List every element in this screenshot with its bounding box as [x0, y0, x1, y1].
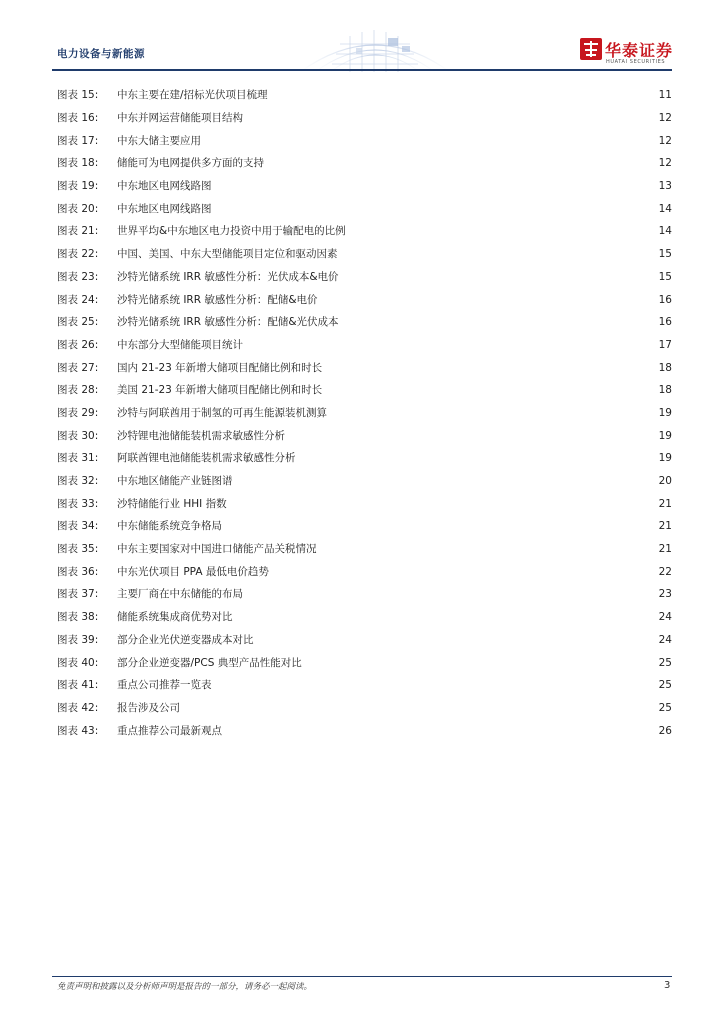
toc-entry-title: 国内 21-23 年新增大储项目配储比例和时长 [117, 361, 323, 374]
toc-dot-leader [298, 461, 657, 462]
toc-entry-title: 中东储能系统竞争格局 [117, 520, 222, 533]
toc-entry-label: 图表 42: [57, 701, 99, 714]
toc-entry-title: 中东部分大型储能项目统计 [117, 338, 243, 351]
toc-dot-leader [340, 257, 657, 258]
company-logo [580, 36, 680, 68]
toc-entry-title: 重点公司推荐一览表 [117, 679, 212, 692]
toc-entry-page: 21 [658, 520, 672, 533]
toc-dot-leader [341, 325, 657, 326]
toc-entry-label: 图表 31: [57, 452, 99, 465]
toc-entry-title: 中东地区储能产业链图谱 [117, 475, 233, 488]
toc-entry[interactable] [57, 629, 672, 652]
toc-entry-page: 25 [658, 656, 672, 669]
toc-entry[interactable] [57, 220, 672, 243]
toc-entry-title: 阿联酋锂电池储能装机需求敏感性分析 [117, 452, 296, 465]
toc-entry-label: 图表 21: [57, 225, 99, 238]
toc-entry-page: 25 [658, 679, 672, 692]
toc-entry-page: 17 [658, 338, 672, 351]
footer-disclaimer: 免责声明和披露以及分析师声明是报告的一部分，请务必一起阅读。 [57, 982, 313, 992]
toc-entry-title: 沙特光储系统 IRR 敏感性分析：配储&电价 [117, 293, 318, 306]
toc-dot-leader [341, 279, 657, 280]
toc-entry-label: 图表 37: [57, 588, 99, 601]
page-number: 3 [664, 980, 671, 991]
toc-dot-leader [324, 370, 656, 371]
toc-entry-page: 18 [658, 361, 672, 374]
toc-entry[interactable] [57, 447, 672, 470]
toc-dot-leader [224, 733, 657, 734]
toc-entry[interactable] [57, 560, 672, 583]
toc-entry-page: 15 [658, 270, 672, 283]
toc-entry-page: 21 [658, 497, 672, 510]
toc-entry-page: 14 [658, 202, 672, 215]
toc-entry[interactable] [57, 197, 672, 220]
toc-entry-label: 图表 25: [57, 316, 99, 329]
toc-entry-label: 图表 23: [57, 270, 99, 283]
toc-dot-leader [266, 166, 657, 167]
toc-entry[interactable] [57, 288, 672, 311]
toc-entry-page: 13 [658, 180, 672, 193]
toc-entry-page: 11 [658, 89, 672, 102]
toc-entry-title: 部分企业逆变器/PCS 典型产品性能对比 [117, 656, 302, 669]
toc-entry-label: 图表 32: [57, 475, 99, 488]
toc-entry[interactable] [57, 583, 672, 606]
toc-entry[interactable] [57, 697, 672, 720]
toc-entry[interactable] [57, 470, 672, 493]
toc-entry-page: 26 [658, 724, 672, 737]
toc-entry-label: 图表 18: [57, 157, 99, 170]
toc-entry-title: 美国 21-23 年新增大储项目配储比例和时长 [117, 384, 323, 397]
toc-entry[interactable] [57, 424, 672, 447]
toc-dot-leader [182, 710, 657, 711]
toc-entry-title: 中东主要在建/招标光伏项目梳理 [117, 89, 268, 102]
toc-entry-page: 16 [658, 316, 672, 329]
toc-entry-title: 中东主要国家对中国进口储能产品关税情况 [117, 543, 317, 556]
toc-entry[interactable] [57, 674, 672, 697]
toc-dot-leader [245, 121, 657, 122]
toc-dot-leader [256, 642, 657, 643]
toc-entry-title: 报告涉及公司 [117, 701, 180, 714]
toc-dot-leader [235, 620, 657, 621]
toc-dot-leader [214, 688, 657, 689]
toc-dot-leader [287, 438, 657, 439]
toc-entry[interactable] [57, 129, 672, 152]
toc-entry-label: 图表 36: [57, 565, 99, 578]
toc-entry-label: 图表 24: [57, 293, 99, 306]
toc-entry-title: 主要厂商在中东储能的布局 [117, 588, 243, 601]
toc-entry-page: 25 [658, 701, 672, 714]
toc-entry-title: 中东大储主要应用 [117, 134, 201, 147]
toc-dot-leader [304, 665, 657, 666]
toc-entry[interactable] [57, 107, 672, 130]
toc-entry-page: 12 [658, 134, 672, 147]
toc-dot-leader [214, 189, 657, 190]
toc-entry-page: 22 [658, 565, 672, 578]
toc-entry[interactable] [57, 651, 672, 674]
toc-dot-leader [245, 347, 657, 348]
toc-entry[interactable] [57, 492, 672, 515]
toc-entry-page: 24 [658, 611, 672, 624]
toc-entry-title: 部分企业光伏逆变器成本对比 [117, 633, 254, 646]
toc-entry-title: 沙特光储系统 IRR 敏感性分析：光伏成本&电价 [117, 270, 339, 283]
logo-name: 华泰证券 [605, 41, 674, 60]
toc-entry-page: 24 [658, 633, 672, 646]
toc-dot-leader [229, 506, 657, 507]
toc-entry-label: 图表 38: [57, 611, 99, 624]
toc-entry-page: 20 [658, 475, 672, 488]
toc-entry-title: 中东光伏项目 PPA 最低电价趋势 [117, 565, 269, 578]
toc-entry-page: 23 [658, 588, 672, 601]
toc-entry-page: 12 [658, 112, 672, 125]
page-header [0, 0, 724, 80]
toc-entry-page: 14 [658, 225, 672, 238]
toc-dot-leader [214, 211, 657, 212]
toc-dot-leader [235, 484, 657, 485]
huatai-logo-icon [580, 38, 602, 60]
toc-entry-page: 19 [658, 406, 672, 419]
toc-entry-label: 图表 26: [57, 338, 99, 351]
toc-entry-title: 世界平均&中东地区电力投资中用于输配电的比例 [117, 225, 346, 238]
toc-dot-leader [203, 143, 657, 144]
toc-entry-label: 图表 30: [57, 429, 99, 442]
toc-entry-page: 21 [658, 543, 672, 556]
toc-entry-label: 图表 34: [57, 520, 99, 533]
toc-entry[interactable] [57, 311, 672, 334]
toc-entry-title: 重点推荐公司最新观点 [117, 724, 222, 737]
footer-divider [52, 976, 672, 977]
toc-entry-label: 图表 27: [57, 361, 99, 374]
toc-entry-label: 图表 17: [57, 134, 99, 147]
toc-dot-leader [271, 574, 657, 575]
toc-entry[interactable] [57, 84, 672, 107]
toc-entry[interactable] [57, 379, 672, 402]
toc-entry[interactable] [57, 719, 672, 742]
toc-entry-page: 16 [658, 293, 672, 306]
toc-entry-page: 19 [658, 452, 672, 465]
toc-entry-label: 图表 39: [57, 633, 99, 646]
toc-entry-label: 图表 40: [57, 656, 99, 669]
toc-dot-leader [320, 302, 657, 303]
toc-entry-label: 图表 43: [57, 724, 99, 737]
toc-dot-leader [329, 415, 657, 416]
toc-entry-title: 储能可为电网提供多方面的支持 [117, 157, 264, 170]
toc-dot-leader [270, 98, 657, 99]
toc-entry-label: 图表 41: [57, 679, 99, 692]
toc-entry-label: 图表 33: [57, 497, 99, 510]
toc-dot-leader [319, 552, 657, 553]
toc-entry[interactable] [57, 266, 672, 289]
toc-dot-leader [348, 234, 657, 235]
logo-english-name: HUATAI SECURITIES [606, 59, 666, 65]
toc-entry-label: 图表 28: [57, 384, 99, 397]
toc-entry[interactable] [57, 515, 672, 538]
toc-entry-label: 图表 29: [57, 406, 99, 419]
toc-entry-label: 图表 16: [57, 112, 99, 125]
toc-entry-title: 中东并网运营储能项目结构 [117, 112, 243, 125]
grid-globe-icon [290, 28, 460, 72]
toc-entry-page: 12 [658, 157, 672, 170]
toc-dot-leader [324, 393, 656, 394]
toc-entry[interactable] [57, 334, 672, 357]
header-divider [52, 69, 672, 71]
toc-entry-label: 图表 19: [57, 180, 99, 193]
header-section-title: 电力设备与新能源 [57, 48, 145, 60]
toc-entry-title: 中国、美国、中东大型储能项目定位和驱动因素 [117, 248, 338, 261]
toc-entry-label: 图表 20: [57, 202, 99, 215]
toc-entry-page: 18 [658, 384, 672, 397]
toc-dot-leader [224, 529, 657, 530]
toc-entry-label: 图表 22: [57, 248, 99, 261]
toc-entry-title: 中东地区电网线路图 [117, 180, 212, 193]
toc-entry-title: 沙特储能行业 HHI 指数 [117, 497, 227, 510]
toc-entry[interactable] [57, 243, 672, 266]
toc-entry-title: 储能系统集成商优势对比 [117, 611, 233, 624]
toc-entry-page: 19 [658, 429, 672, 442]
toc-entry[interactable] [57, 175, 672, 198]
toc-entry[interactable] [57, 152, 672, 175]
toc-entry-title: 中东地区电网线路图 [117, 202, 212, 215]
toc-entry[interactable] [57, 402, 672, 425]
figure-index-list [57, 84, 672, 742]
toc-entry-title: 沙特锂电池储能装机需求敏感性分析 [117, 429, 285, 442]
toc-entry-title: 沙特光储系统 IRR 敏感性分析：配储&光伏成本 [117, 316, 339, 329]
toc-entry[interactable] [57, 606, 672, 629]
toc-dot-leader [245, 597, 657, 598]
toc-entry-page: 15 [658, 248, 672, 261]
toc-entry[interactable] [57, 538, 672, 561]
toc-entry[interactable] [57, 356, 672, 379]
toc-entry-label: 图表 15: [57, 89, 99, 102]
toc-entry-title: 沙特与阿联酋用于制氢的可再生能源装机测算 [117, 406, 327, 419]
toc-entry-label: 图表 35: [57, 543, 99, 556]
